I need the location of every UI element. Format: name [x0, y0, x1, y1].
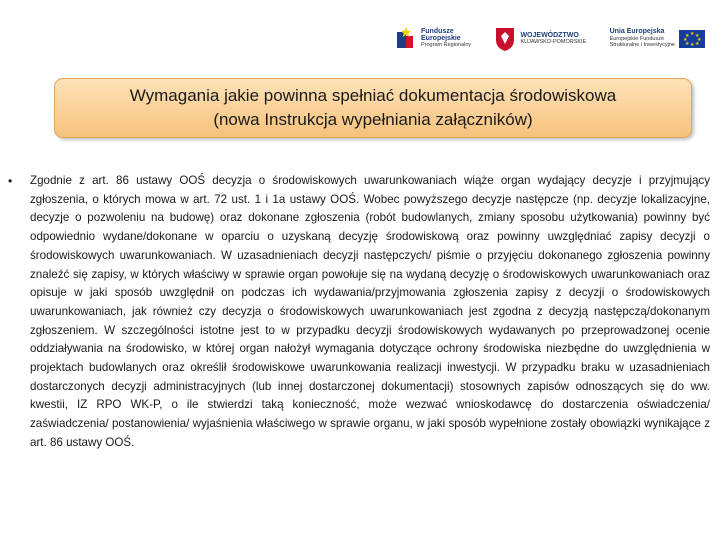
eu-line2: Europejskie Fundusze	[609, 35, 664, 42]
logo-bar	[395, 18, 705, 60]
eu-flag-icon: ★ ★ ★ ★ ★ ★ ★ ★	[679, 30, 705, 48]
region-line1: WOJEWÓDZTWO	[520, 31, 579, 39]
title-line-2: (nowa Instrukcja wypełniania załączników)	[213, 110, 533, 129]
body-section	[8, 172, 710, 453]
title-box	[54, 78, 692, 138]
body-paragraph: Zgodnie z art. 86 ustawy OOŚ decyzja o środowiskowych uwarunkowaniach wiąże organ wydający decyzje i przyjmujący zgłoszenia, o których mowa w art. 72 ust. 1 i 1a ustawy OOŚ. Wobec powyższego decyzje następcze (np. decyzje lokalizacyjne, decyzje o pozwoleniu na budowę) oraz dokonane zgłoszenia (robót budowlanych, zmiany sposobu użytkowania) powinny być odpowiednio wydane/dokonane w oparciu o uzyskaną decyzję środowiskową oraz powinny uwzględniać zapisy decyzji o środowiskowych uwarunkowaniach. W uzasadnieniach decyzji następczych/ piśmie o przyjęciu dokonanego zgłoszenia powinny znaleźć się zapisy, w których właściwy w sprawie organ powołuje się na wydaną decyzję o środowiskowych uwarunkowaniach oraz opisuje w jaki sposób uwzględnił on podczas ich wydawania/przyjmowania zgłoszenia zapisy z decyzji o środowiskowych uwarunkowaniach, jak również czy decyzja o środowiskowych uwarunkowaniach jest zgodna z decyzją następczą/dokonanym zgłoszeniem. W szczególności istotne jest to w przypadku decyzji środowiskowych wydawanych po przeprowadzonej ocenie oddziaływania na środowisko, w której organ nałożył wymagania dotyczące ochrony środowiska niezbędne do uwzględnienia w projektach budowlanych oraz określił środowiskowe uwarunkowania realizacji inwestycji. W przypadku braku w uzasadnieniach dostarczonych decyzji administracyjnych (lub innej dostarczonej dokumentacji) stosownych zapisów odnoszących się do ww. kwestii, IZ RPO WK-P, o ile stwierdzi taką konieczność, może wezwać wnioskodawcę do dostarczenia oświadczenia/ zaświadczenia/ postanowienia/ wyjaśnienia właściwego w sprawie organu, w jaki sposób wypełnione zostały obowiązki wynikające z art. 86 ustawy OOŚ.	[30, 174, 710, 449]
bullet-marker: •	[8, 174, 13, 188]
eu-logo	[610, 29, 705, 49]
eu-line3: Strukturalne i Inwestycyjne	[609, 42, 675, 49]
coat-of-arms-icon	[494, 26, 516, 52]
region-logo	[494, 26, 586, 52]
fe-line3: Program Regionalny	[421, 42, 472, 49]
eu-line1: Unia Europejska	[609, 28, 665, 36]
fe-star-icon	[395, 26, 417, 52]
title-line-1: Wymagania jakie powinna spełniać dokumentacja środowiskowa	[129, 86, 617, 105]
fe-line1: Fundusze	[421, 28, 454, 36]
fundusze-europejskie-logo	[395, 26, 471, 52]
region-line2: KUJAWSKO-POMORSKIE	[520, 39, 587, 45]
fe-line2: Europejskie	[421, 34, 461, 42]
